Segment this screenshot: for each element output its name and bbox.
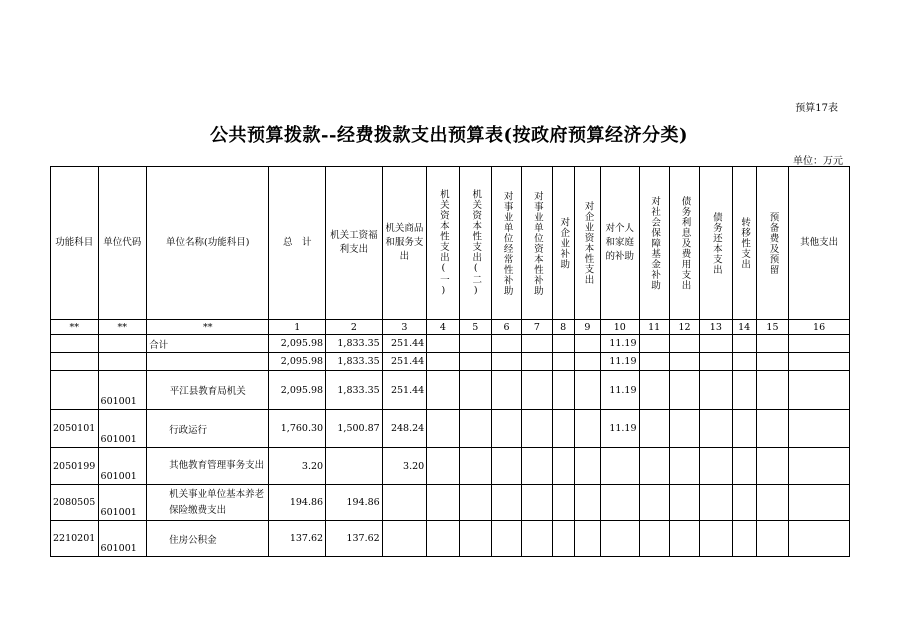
header-ent-capital-text: 对企业资本性支出 [582, 201, 594, 285]
col-number: 12 [669, 320, 699, 335]
table-row [51, 335, 850, 353]
col-number: 4 [427, 320, 459, 335]
unit-code-cell [98, 353, 147, 371]
header-total: 总 计 [269, 167, 326, 320]
salary-cell: 137.62 [326, 521, 383, 557]
header-goods: 机关商品和服务支出 [382, 167, 427, 320]
func-code-cell: 2050199 [51, 448, 99, 485]
header-debt-interest-text: 债务利息及费用支出 [679, 195, 691, 291]
salary-cell: 194.86 [326, 485, 383, 521]
header-enterprise [552, 167, 574, 320]
unit-label: 单位：万元 [793, 156, 843, 167]
header-row [51, 167, 850, 320]
header-unit-code: 单位代码 [98, 167, 147, 320]
table-row [51, 410, 850, 448]
goods-cell: 251.44 [382, 335, 427, 353]
func-code-cell: 2210201 [51, 521, 99, 557]
header-debt-interest [669, 167, 699, 320]
header-capital2-text: 机关资本性支出(二) [470, 189, 482, 297]
header-other: 其他支出 [789, 167, 850, 320]
col-number: 5 [459, 320, 491, 335]
header-unit-name: 单位名称(功能科目) [147, 167, 269, 320]
unit-code-cell: 601001 [98, 410, 147, 448]
salary-cell: 1,500.87 [326, 410, 383, 448]
household-cell: 11.19 [601, 335, 639, 353]
header-inst-regular-text: 对事业单位经常性补助 [501, 190, 513, 296]
col-number: 16 [789, 320, 850, 335]
numbering-row [51, 320, 850, 335]
col-number: 10 [601, 320, 639, 335]
col-number: 3 [382, 320, 427, 335]
col-number: 13 [700, 320, 732, 335]
salary-cell: 1,833.35 [326, 353, 383, 371]
household-cell [601, 448, 639, 485]
header-household: 对个人和家庭的补助 [601, 167, 639, 320]
func-code-cell [51, 353, 99, 371]
unit-code-cell: 601001 [98, 521, 147, 557]
unit-code-cell: 601001 [98, 485, 147, 521]
total-cell: 2,095.98 [269, 371, 326, 410]
header-social [639, 167, 669, 320]
col-number: 6 [491, 320, 521, 335]
func-code-cell: 2080505 [51, 485, 99, 521]
goods-cell [382, 521, 427, 557]
func-code-cell [51, 371, 99, 410]
household-cell [601, 485, 639, 521]
page-title: 公共预算拨款--经费拨款支出预算表(按政府预算经济分类) [210, 125, 688, 146]
header-inst-capital [522, 167, 552, 320]
total-cell: 194.86 [269, 485, 326, 521]
household-cell: 11.19 [601, 353, 639, 371]
col-number: 2 [326, 320, 383, 335]
total-cell: 3.20 [269, 448, 326, 485]
header-transfer-text: 转移性支出 [739, 216, 751, 270]
budget-table [50, 166, 850, 557]
header-social-text: 对社会保障基金补助 [649, 195, 661, 291]
total-cell: 137.62 [269, 521, 326, 557]
header-capital1-text: 机关资本性支出(一) [437, 189, 449, 297]
total-cell: 2,095.98 [269, 335, 326, 353]
col-number: ** [51, 320, 99, 335]
table-row [51, 521, 850, 557]
salary-cell: 1,833.35 [326, 371, 383, 410]
col-number: 14 [732, 320, 756, 335]
func-code-cell: 2050101 [51, 410, 99, 448]
header-inst-regular [491, 167, 521, 320]
total-cell: 2,095.98 [269, 353, 326, 371]
header-transfer [732, 167, 756, 320]
header-ent-capital [574, 167, 600, 320]
header-capital2 [459, 167, 491, 320]
unit-name-cell: 平江县教育局机关 [147, 371, 269, 410]
table-row [51, 448, 850, 485]
unit-code-cell: 601001 [98, 371, 147, 410]
col-number: 11 [639, 320, 669, 335]
goods-cell: 248.24 [382, 410, 427, 448]
table-row [51, 485, 850, 521]
col-number: 9 [574, 320, 600, 335]
header-capital1 [427, 167, 459, 320]
goods-cell: 251.44 [382, 371, 427, 410]
salary-cell: 1,833.35 [326, 335, 383, 353]
table-row [51, 371, 850, 410]
col-number: 15 [756, 320, 788, 335]
unit-code-cell [98, 335, 147, 353]
col-number: ** [98, 320, 147, 335]
header-reserve [756, 167, 788, 320]
goods-cell: 3.20 [382, 448, 427, 485]
header-func-code: 功能科目 [51, 167, 99, 320]
col-number: 7 [522, 320, 552, 335]
table-row [51, 353, 850, 371]
household-cell [601, 521, 639, 557]
header-debt-repay [700, 167, 732, 320]
goods-cell: 251.44 [382, 353, 427, 371]
form-number: 预算17表 [795, 103, 838, 114]
col-number: 8 [552, 320, 574, 335]
household-cell: 11.19 [601, 371, 639, 410]
household-cell: 11.19 [601, 410, 639, 448]
unit-name-cell: 住房公积金 [147, 521, 269, 557]
total-cell: 1,760.30 [269, 410, 326, 448]
unit-name-cell: 其他教育管理事务支出 [147, 448, 269, 485]
header-enterprise-text: 对企业补助 [558, 216, 570, 270]
header-salary: 机关工资福利支出 [326, 167, 383, 320]
header-inst-capital-text: 对事业单位资本性补助 [531, 190, 543, 296]
unit-name-cell [147, 353, 269, 371]
header-debt-repay-text: 债务还本支出 [710, 211, 722, 275]
col-number: 1 [269, 320, 326, 335]
col-number: ** [147, 320, 269, 335]
unit-name-cell: 机关事业单位基本养老保险缴费支出 [147, 485, 269, 521]
unit-code-cell: 601001 [98, 448, 147, 485]
salary-cell [326, 448, 383, 485]
func-code-cell [51, 335, 99, 353]
unit-name-cell: 合计 [147, 335, 269, 353]
goods-cell [382, 485, 427, 521]
header-reserve-text: 预备费及预留 [767, 211, 779, 275]
unit-name-cell: 行政运行 [147, 410, 269, 448]
